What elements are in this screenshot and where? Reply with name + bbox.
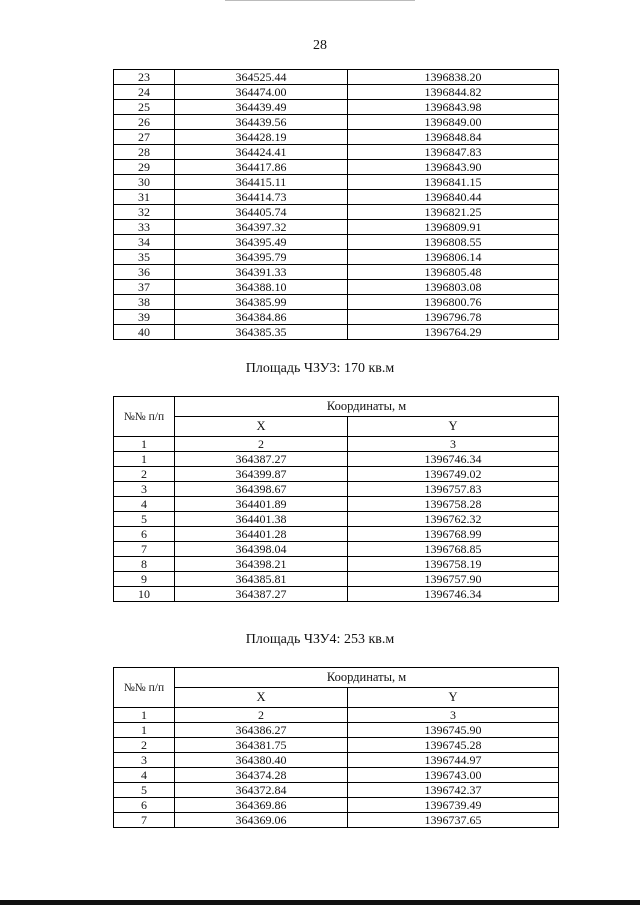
y-coordinate-cell: 1396742.37 [348,783,559,798]
x-coordinate-cell: 364417.86 [175,160,348,175]
column-index-row [114,437,559,452]
x-coordinate-cell: 364381.75 [175,738,348,753]
table-row [114,295,559,310]
y-coordinate-cell: 1396757.90 [348,572,559,587]
column-header-x: X [175,688,348,708]
x-coordinate-cell: 364401.89 [175,497,348,512]
table-row [114,512,559,527]
table-row [114,783,559,798]
table-row [114,813,559,828]
x-coordinate-cell: 364374.28 [175,768,348,783]
column-header-y: Y [348,417,559,437]
y-coordinate-cell: 1396758.28 [348,497,559,512]
point-number-cell: 32 [114,205,175,220]
column-header-coordinates: Координаты, м [175,668,559,688]
table-row [114,235,559,250]
point-number-cell: 35 [114,250,175,265]
y-coordinate-cell: 1396838.20 [348,70,559,85]
x-coordinate-cell: 364474.00 [175,85,348,100]
point-number-cell: 23 [114,70,175,85]
x-coordinate-cell: 364439.56 [175,115,348,130]
column-index: 2 [175,708,348,723]
table-row [114,587,559,602]
x-coordinate-cell: 364385.35 [175,325,348,340]
y-coordinate-cell: 1396808.55 [348,235,559,250]
point-number-cell: 40 [114,325,175,340]
table-row [114,190,559,205]
y-coordinate-cell: 1396800.76 [348,295,559,310]
point-number-cell: 25 [114,100,175,115]
x-coordinate-cell: 364385.99 [175,295,348,310]
table-row [114,325,559,340]
table-row [114,250,559,265]
y-coordinate-cell: 1396757.83 [348,482,559,497]
y-coordinate-cell: 1396768.85 [348,542,559,557]
table-row [114,70,559,85]
x-coordinate-cell: 364414.73 [175,190,348,205]
x-coordinate-cell: 364428.19 [175,130,348,145]
table-row [114,452,559,467]
point-number-cell: 4 [114,497,175,512]
x-coordinate-cell: 364397.32 [175,220,348,235]
table-row [114,542,559,557]
point-number-cell: 27 [114,130,175,145]
point-number-cell: 38 [114,295,175,310]
point-number-cell: 5 [114,512,175,527]
x-coordinate-cell: 364415.11 [175,175,348,190]
table-header-row [114,688,559,708]
x-coordinate-cell: 364386.27 [175,723,348,738]
y-coordinate-cell: 1396745.28 [348,738,559,753]
y-coordinate-cell: 1396843.90 [348,160,559,175]
column-header-x: X [175,417,348,437]
x-coordinate-cell: 364401.38 [175,512,348,527]
x-coordinate-cell: 364387.27 [175,452,348,467]
x-coordinate-cell: 364395.49 [175,235,348,250]
y-coordinate-cell: 1396768.99 [348,527,559,542]
point-number-cell: 10 [114,587,175,602]
table-row [114,482,559,497]
x-coordinate-cell: 364380.40 [175,753,348,768]
column-index: 3 [348,437,559,452]
table-row [114,265,559,280]
table-row [114,572,559,587]
x-coordinate-cell: 364398.04 [175,542,348,557]
point-number-cell: 9 [114,572,175,587]
point-number-cell: 2 [114,467,175,482]
table-body [114,70,559,340]
table-header-row [114,397,559,417]
x-coordinate-cell: 364525.44 [175,70,348,85]
table-row [114,753,559,768]
x-coordinate-cell: 364385.81 [175,572,348,587]
top-edge-line [225,0,415,1]
y-coordinate-cell: 1396843.98 [348,100,559,115]
point-number-cell: 3 [114,753,175,768]
point-number-cell: 36 [114,265,175,280]
y-coordinate-cell: 1396849.00 [348,115,559,130]
scan-bottom-edge [0,900,640,905]
section-caption-chzu4: Площадь ЧЗУ4: 253 кв.м [245,632,395,647]
column-index: 1 [114,437,175,452]
table-row [114,85,559,100]
table-row [114,768,559,783]
x-coordinate-cell: 364369.06 [175,813,348,828]
point-number-cell: 30 [114,175,175,190]
section-caption-chzu3: Площадь ЧЗУ3: 170 кв.м [245,361,395,376]
table-row [114,280,559,295]
y-coordinate-cell: 1396847.83 [348,145,559,160]
point-number-cell: 4 [114,768,175,783]
coordinates-table-chzu3 [113,396,559,602]
column-index-row [114,708,559,723]
y-coordinate-cell: 1396762.32 [348,512,559,527]
table-row [114,798,559,813]
y-coordinate-cell: 1396821.25 [348,205,559,220]
point-number-cell: 31 [114,190,175,205]
point-number-cell: 28 [114,145,175,160]
x-coordinate-cell: 364405.74 [175,205,348,220]
point-number-cell: 29 [114,160,175,175]
x-coordinate-cell: 364399.87 [175,467,348,482]
x-coordinate-cell: 364369.86 [175,798,348,813]
table-row [114,145,559,160]
y-coordinate-cell: 1396806.14 [348,250,559,265]
y-coordinate-cell: 1396746.34 [348,587,559,602]
y-coordinate-cell: 1396844.82 [348,85,559,100]
coordinates-table-chzu4 [113,667,559,828]
y-coordinate-cell: 1396841.15 [348,175,559,190]
x-coordinate-cell: 364388.10 [175,280,348,295]
column-header-number: №№ п/п [114,397,175,437]
point-number-cell: 3 [114,482,175,497]
table-row [114,130,559,145]
y-coordinate-cell: 1396746.34 [348,452,559,467]
point-number-cell: 7 [114,813,175,828]
point-number-cell: 5 [114,783,175,798]
x-coordinate-cell: 364398.21 [175,557,348,572]
x-coordinate-cell: 364398.67 [175,482,348,497]
point-number-cell: 39 [114,310,175,325]
point-number-cell: 37 [114,280,175,295]
table-row [114,205,559,220]
table-row [114,723,559,738]
point-number-cell: 33 [114,220,175,235]
x-coordinate-cell: 364391.33 [175,265,348,280]
table-row [114,115,559,130]
point-number-cell: 1 [114,452,175,467]
table-row [114,497,559,512]
x-coordinate-cell: 364439.49 [175,100,348,115]
point-number-cell: 24 [114,85,175,100]
column-header-coordinates: Координаты, м [175,397,559,417]
point-number-cell: 6 [114,527,175,542]
y-coordinate-cell: 1396848.84 [348,130,559,145]
point-number-cell: 2 [114,738,175,753]
table-header-row [114,668,559,688]
point-number-cell: 1 [114,723,175,738]
x-coordinate-cell: 364372.84 [175,783,348,798]
point-number-cell: 34 [114,235,175,250]
table-row [114,467,559,482]
table-row [114,738,559,753]
x-coordinate-cell: 364401.28 [175,527,348,542]
column-index: 3 [348,708,559,723]
y-coordinate-cell: 1396764.29 [348,325,559,340]
table-row [114,160,559,175]
y-coordinate-cell: 1396805.48 [348,265,559,280]
y-coordinate-cell: 1396803.08 [348,280,559,295]
y-coordinate-cell: 1396743.00 [348,768,559,783]
y-coordinate-cell: 1396744.97 [348,753,559,768]
point-number-cell: 7 [114,542,175,557]
table-body [114,723,559,828]
y-coordinate-cell: 1396749.02 [348,467,559,482]
coordinates-table-continued [113,69,559,340]
y-coordinate-cell: 1396739.49 [348,798,559,813]
y-coordinate-cell: 1396796.78 [348,310,559,325]
y-coordinate-cell: 1396809.91 [348,220,559,235]
table-row [114,220,559,235]
y-coordinate-cell: 1396745.90 [348,723,559,738]
table-row [114,557,559,572]
column-index: 2 [175,437,348,452]
point-number-cell: 6 [114,798,175,813]
table-row [114,527,559,542]
table-row [114,100,559,115]
x-coordinate-cell: 364395.79 [175,250,348,265]
x-coordinate-cell: 364387.27 [175,587,348,602]
column-header-y: Y [348,688,559,708]
table-header-row [114,417,559,437]
y-coordinate-cell: 1396840.44 [348,190,559,205]
column-index: 1 [114,708,175,723]
x-coordinate-cell: 364424.41 [175,145,348,160]
point-number-cell: 8 [114,557,175,572]
point-number-cell: 26 [114,115,175,130]
table-body [114,452,559,602]
table-row [114,175,559,190]
table-row [114,310,559,325]
y-coordinate-cell: 1396737.65 [348,813,559,828]
y-coordinate-cell: 1396758.19 [348,557,559,572]
x-coordinate-cell: 364384.86 [175,310,348,325]
page-number: 28 [313,38,327,53]
column-header-number: №№ п/п [114,668,175,708]
